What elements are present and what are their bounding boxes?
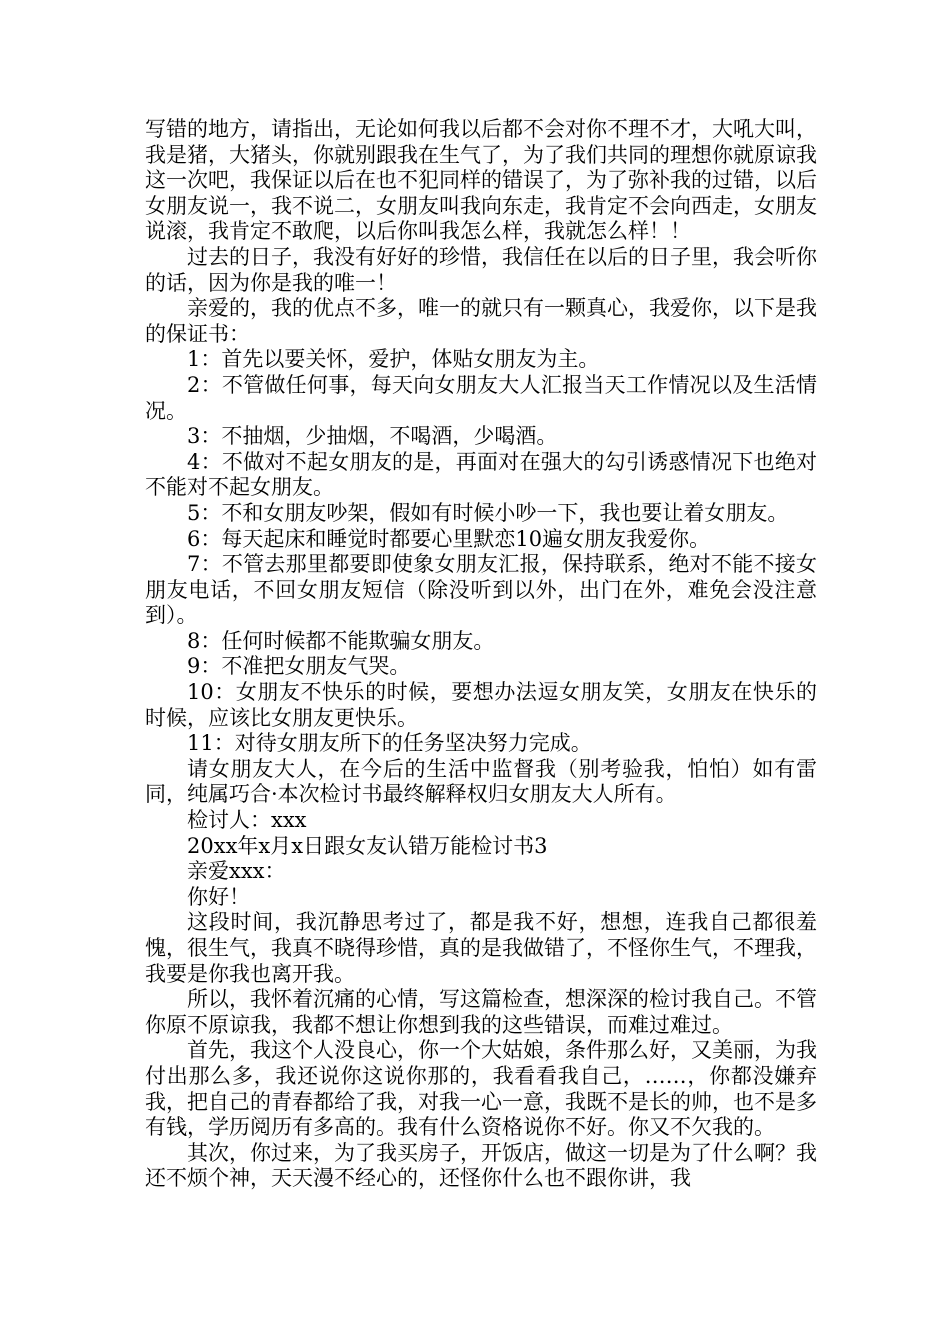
paragraph-supervision: 请女朋友大人，在今后的生活中监督我（别考验我，怕怕）如有雷同，纯属巧合·本次检讨书最终解释权归女朋友大人所有。: [145, 756, 817, 807]
list-item: 1：首先以要关怀，爱护，体贴女朋友为主。: [187, 347, 600, 372]
list-item: 10：女朋友不快乐的时候，要想办法逗女朋友笑，女朋友在快乐的时候，应该比女朋友更快乐。: [145, 680, 817, 730]
paragraph-guarantee-intro: 亲爱的，我的优点不多，唯一的就只有一颗真心，我爱你，以下是我的保证书：: [145, 296, 817, 346]
paragraph-apology-continued: 写错的地方，请指出，无论如何我以后都不会对你不理不才，大吼大叫，我是猪，大猪头，你就别跟我在生气了，为了我们共同的理想你就原谅我这一次吧，我保证以后在也不犯同样的错误了，为了弥补我的过错，以后女朋友说一，我不说二，女朋友叫我向东走，我肯定不会向西走，女朋友说滚，我肯定不敢爬，以后你叫我怎么样，我就怎么样！！: [145, 117, 817, 244]
salutation: 亲爱xxx：: [187, 859, 286, 884]
greeting: 你好！: [187, 884, 250, 909]
list-item: 8：任何时候都不能欺骗女朋友。: [187, 628, 495, 653]
paragraph-reflection: 这段时间，我沉静思考过了，都是我不好，想想，连我自己都很羞愧，很生气，我真不晓得珍惜，真的是我做错了，不怪你生气，不理我，我要是你我也离开我。: [145, 910, 817, 986]
signature-line: 检讨人：xxx: [187, 808, 307, 833]
list-item: 6：每天起床和睡觉时都要心里默恋10遍女朋友我爱你。: [187, 526, 711, 551]
list-item: 11：对待女朋友所下的任务坚决努力完成。: [187, 731, 592, 756]
paragraph-past-days: 过去的日子，我没有好好的珍惜，我信任在以后的日子里，我会听你的话，因为你是我的唯一！: [145, 244, 817, 295]
paragraph-second: 其次，你过来，为了我买房子，开饭店，做这一切是为了什么啊？我还不烦个神，天天漫不经心的，还怪你什么也不跟你讲，我: [145, 1140, 817, 1191]
document-page: [145, 117, 817, 1192]
list-item: 2：不管做任何事，每天向女朋友大人汇报当天工作情况以及生活情况。: [145, 372, 817, 423]
list-item: 3：不抽烟，少抽烟，不喝酒，少喝酒。: [187, 424, 558, 449]
list-item: 7：不管去那里都要即使象女朋友汇报，保持联系，绝对不能不接女朋友电话，不回女朋友短信（除没听到以外，出门在外，难免会没注意到）。: [145, 552, 817, 628]
list-item: 5：不和女朋友吵架，假如有时候小吵一下，我也要让着女朋友。: [187, 500, 789, 525]
paragraph-first: 首先，我这个人没良心，你一个大姑娘，条件那么好，又美丽，为我付出那么多，我还说你这说你那的，我看看我自己，……，你都没嫌弃我，把自己的青春都给了我，对我一心一意，我既不是长的帅，也不是多有钱，学历阅历有多高的。我有什么资格说你不好。你又不欠我的。: [145, 1038, 817, 1140]
paragraph-so: 所以，我怀着沉痛的心情，写这篇检查，想深深的检讨我自己。不管你原不原谅我，我都不想让你想到我的这些错误，而难过难过。: [145, 987, 817, 1037]
section-title: 20xx年x月x日跟女友认错万能检讨书3: [187, 833, 548, 858]
list-item: 4：不做对不起女朋友的是，再面对在强大的勾引诱惑情况下也绝对不能对不起女朋友。: [145, 449, 817, 500]
list-item: 9：不准把女朋友气哭。: [187, 654, 411, 679]
